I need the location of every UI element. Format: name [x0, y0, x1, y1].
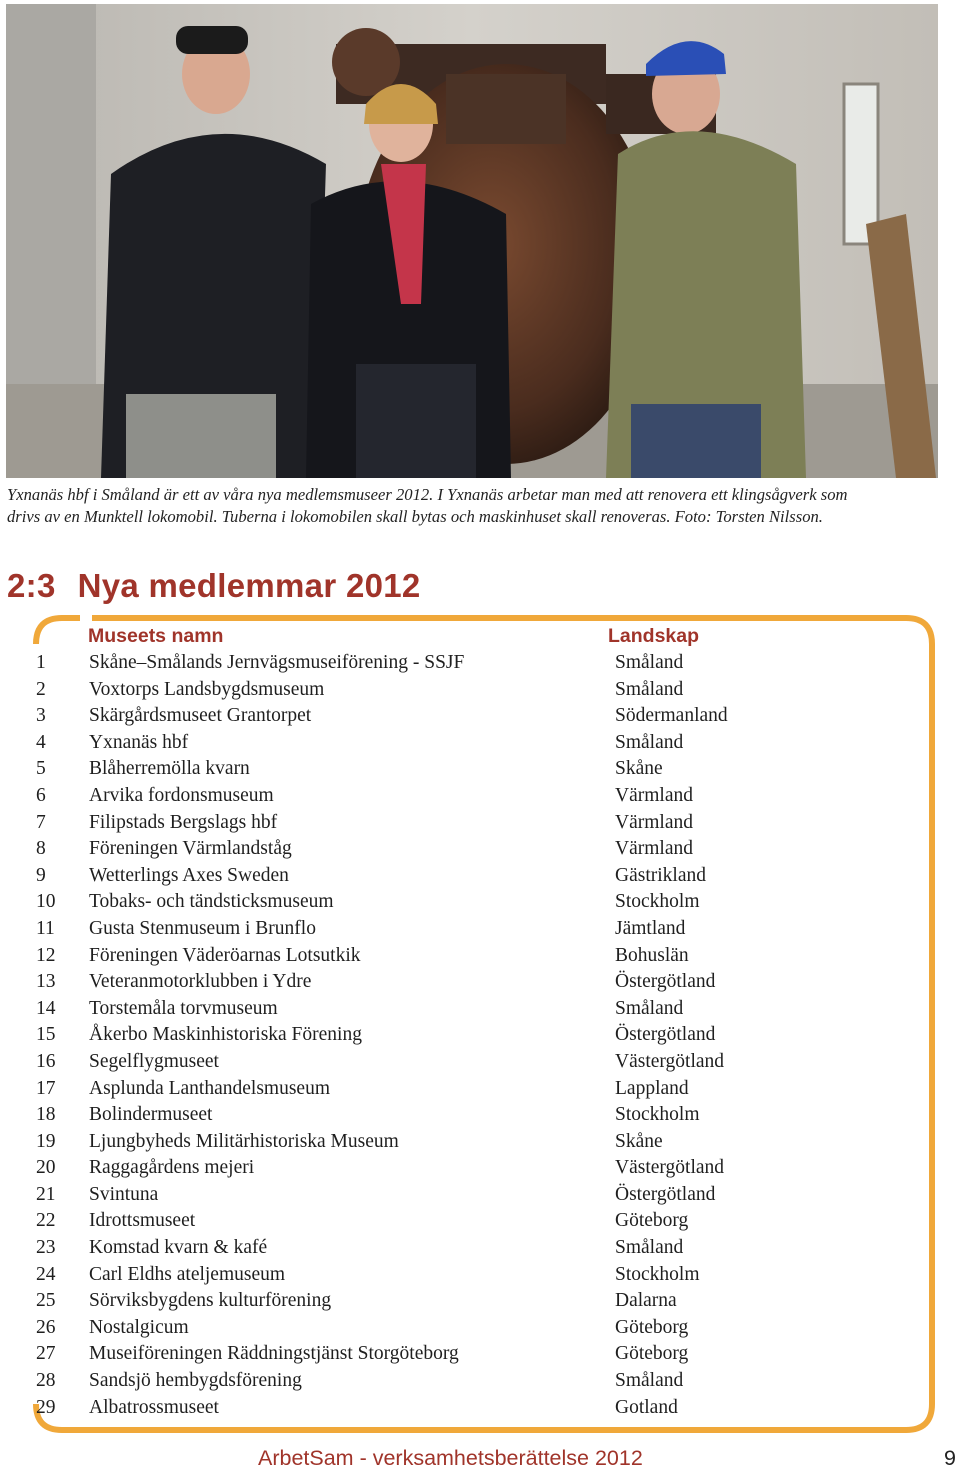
museum-name: Sörviksbygdens kulturförening — [89, 1290, 332, 1312]
museum-name: Skärgårdsmuseet Grantorpet — [89, 705, 312, 727]
table-row — [0, 889, 960, 916]
row-number: 3 — [36, 705, 46, 727]
museum-region: Värmland — [615, 811, 693, 833]
table-row — [0, 1049, 960, 1076]
table-row — [0, 703, 960, 730]
row-number: 9 — [36, 864, 46, 886]
museum-name: Yxnanäs hbf — [89, 731, 189, 753]
photo-caption — [7, 484, 947, 528]
museum-name: Svintuna — [89, 1183, 159, 1205]
table-row — [0, 783, 960, 810]
table-row — [0, 1288, 960, 1315]
row-number: 12 — [36, 944, 56, 966]
museum-region: Lappland — [615, 1077, 689, 1099]
footer-title: ArbetSam - verksamhetsberättelse 2012 — [258, 1446, 643, 1470]
row-number: 18 — [36, 1104, 56, 1126]
table-row — [0, 730, 960, 757]
museum-name: Wetterlings Axes Sweden — [89, 864, 289, 886]
row-number: 27 — [36, 1343, 56, 1365]
museum-list — [0, 650, 960, 1421]
museum-name: Föreningen Väderöarnas Lotsutkik — [89, 944, 361, 966]
museum-region: Småland — [615, 1237, 684, 1259]
museum-region: Gästrikland — [615, 864, 706, 886]
museum-region: Småland — [615, 997, 684, 1019]
section-heading — [7, 566, 421, 606]
museum-name: Föreningen Värmlandståg — [89, 838, 292, 860]
museum-region: Östergötland — [615, 1024, 716, 1046]
museum-region: Gotland — [615, 1396, 678, 1418]
caption-line-1: Yxnanäs hbf i Småland är ett av våra nya medlemsmuseer 2012. I Yxnanäs arbetar man med att renovera ett klingsågverk som — [7, 485, 848, 504]
museum-region: Skåne — [615, 758, 663, 780]
row-number: 29 — [36, 1396, 56, 1418]
table-row — [0, 650, 960, 677]
row-number: 22 — [36, 1210, 56, 1232]
row-number: 2 — [36, 678, 46, 700]
row-number: 5 — [36, 758, 46, 780]
museum-name: Gusta Stenmuseum i Brunflo — [89, 917, 316, 939]
museum-name: Carl Eldhs ateljemuseum — [89, 1263, 286, 1285]
row-number: 10 — [36, 891, 56, 913]
row-number: 6 — [36, 784, 46, 806]
museum-name: Ljungbyheds Militärhistoriska Museum — [89, 1130, 399, 1152]
museum-name: Segelflygmuseet — [89, 1050, 219, 1072]
row-number: 19 — [36, 1130, 56, 1152]
museum-name: Idrottsmuseet — [89, 1210, 196, 1232]
table-row — [0, 1341, 960, 1368]
museum-region: Småland — [615, 1370, 684, 1392]
table-row — [0, 756, 960, 783]
table-row — [0, 1155, 960, 1182]
table-row — [0, 1182, 960, 1209]
photo — [6, 4, 938, 478]
row-number: 11 — [36, 917, 55, 939]
table-row — [0, 1315, 960, 1342]
photo-illustration — [6, 4, 938, 478]
table-row — [0, 677, 960, 704]
museum-name: Albatrossmuseet — [89, 1396, 219, 1418]
table-row — [0, 1395, 960, 1422]
museum-name: Voxtorps Landsbygdsmuseum — [89, 678, 325, 700]
museum-name: Komstad kvarn & kafé — [89, 1237, 268, 1259]
row-number: 20 — [36, 1157, 56, 1179]
museum-region: Skåne — [615, 1130, 663, 1152]
row-number: 8 — [36, 838, 46, 860]
row-number: 28 — [36, 1370, 56, 1392]
museum-region: Småland — [615, 678, 684, 700]
museum-region: Göteborg — [615, 1316, 689, 1338]
museum-region: Jämtland — [615, 917, 686, 939]
row-number: 14 — [36, 997, 56, 1019]
page-number: 9 — [944, 1446, 956, 1470]
museum-region: Värmland — [615, 838, 693, 860]
table-row — [0, 1262, 960, 1289]
museum-name: Tobaks- och tändsticksmuseum — [89, 891, 334, 913]
table-row — [0, 810, 960, 837]
table-row — [0, 1235, 960, 1262]
table-row — [0, 1208, 960, 1235]
museum-region: Småland — [615, 731, 684, 753]
table-row — [0, 1076, 960, 1103]
museum-region: Stockholm — [615, 1104, 700, 1126]
museum-name: Veteranmotorklubben i Ydre — [89, 971, 312, 993]
row-number: 24 — [36, 1263, 56, 1285]
museum-region: Östergötland — [615, 971, 716, 993]
table-row — [0, 943, 960, 970]
column-header-name: Museets namn — [84, 624, 227, 648]
museum-name: Filipstads Bergslags hbf — [89, 811, 278, 833]
table-row — [0, 996, 960, 1023]
row-number: 13 — [36, 971, 56, 993]
table-row — [0, 916, 960, 943]
row-number: 21 — [36, 1183, 56, 1205]
section-title: Nya medlemmar 2012 — [77, 567, 421, 604]
museum-name: Bolindermuseet — [89, 1104, 213, 1126]
museum-name: Nostalgicum — [89, 1316, 189, 1338]
museum-name: Blåherremölla kvarn — [89, 758, 250, 780]
museum-name: Skåne–Smålands Jernvägsmuseiförening - SSJF — [89, 652, 465, 673]
column-header-region: Landskap — [604, 624, 703, 648]
row-number: 17 — [36, 1077, 56, 1099]
caption-line-2: drivs av en Munktell lokomobil. Tuberna i lokomobilen skall bytas och maskinhuset skall renoveras. Foto: Torsten Nilsson. — [7, 507, 823, 526]
museum-region: Göteborg — [615, 1343, 689, 1365]
museum-name: Raggagårdens mejeri — [89, 1157, 255, 1179]
museum-name: Torstemåla torvmuseum — [89, 997, 278, 1019]
row-number: 15 — [36, 1024, 56, 1046]
museum-region: Bohuslän — [615, 944, 689, 966]
row-number: 16 — [36, 1050, 56, 1072]
table-row — [0, 969, 960, 996]
row-number: 26 — [36, 1316, 56, 1338]
row-number: 4 — [36, 731, 46, 753]
row-number: 1 — [36, 652, 46, 673]
section-number: 2:3 — [7, 567, 56, 604]
museum-region: Södermanland — [615, 705, 728, 727]
museum-region: Stockholm — [615, 891, 700, 913]
table-row — [0, 863, 960, 890]
museum-region: Värmland — [615, 784, 693, 806]
museum-region: Västergötland — [615, 1157, 725, 1179]
row-number: 23 — [36, 1237, 56, 1259]
table-row — [0, 1368, 960, 1395]
museum-region: Småland — [615, 652, 684, 673]
row-number: 25 — [36, 1290, 56, 1312]
museum-name: Asplunda Lanthandelsmuseum — [89, 1077, 330, 1099]
table-row — [0, 1129, 960, 1156]
table-row — [0, 836, 960, 863]
museum-name: Arvika fordonsmuseum — [89, 784, 274, 806]
museum-region: Göteborg — [615, 1210, 689, 1232]
museum-name: Museiföreningen Räddningstjänst Storgöteborg — [89, 1343, 459, 1365]
museum-region: Dalarna — [615, 1290, 677, 1312]
museum-name: Sandsjö hembygdsförening — [89, 1370, 302, 1392]
row-number: 7 — [36, 811, 46, 833]
museum-name: Åkerbo Maskinhistoriska Förening — [89, 1024, 362, 1046]
table-row — [0, 1022, 960, 1049]
museum-region: Östergötland — [615, 1183, 716, 1205]
table-row — [0, 1102, 960, 1129]
museum-region: Västergötland — [615, 1050, 725, 1072]
museum-region: Stockholm — [615, 1263, 700, 1285]
